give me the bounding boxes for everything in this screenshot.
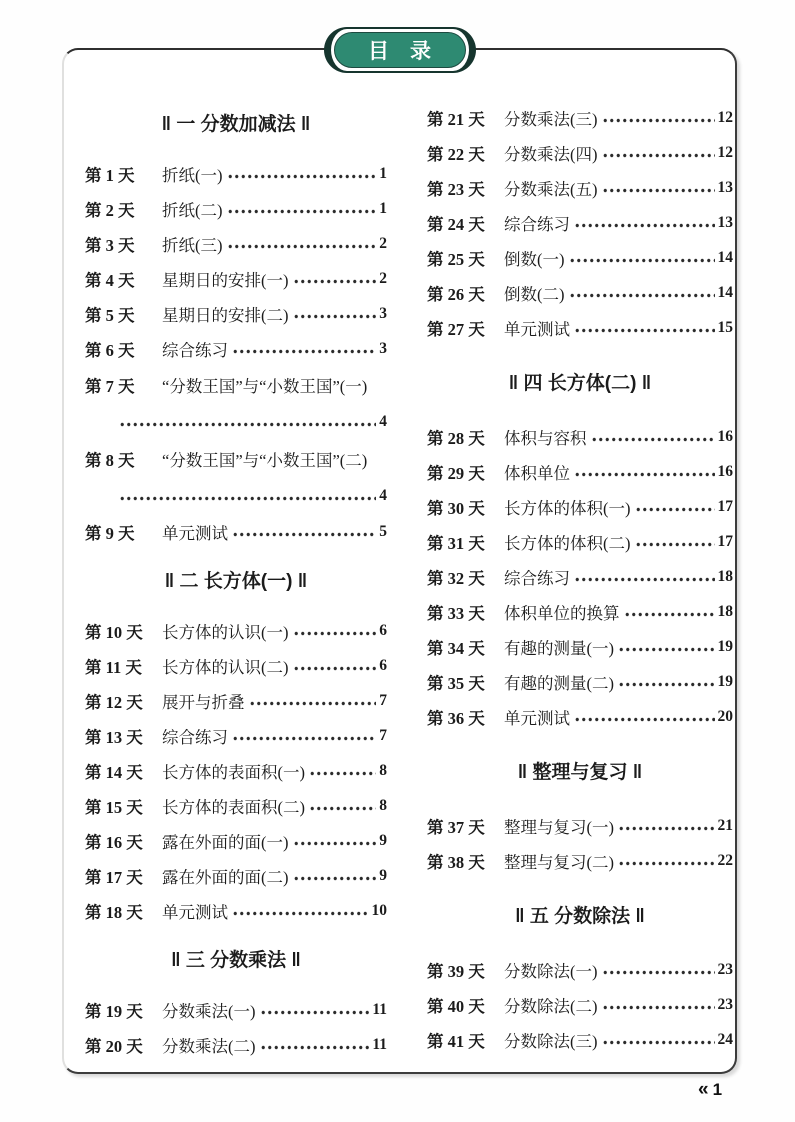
dot-leader [293, 296, 377, 331]
entry-page-number: 15 [717, 318, 733, 336]
entry-day-label: 第 38 天 [427, 852, 485, 872]
entry-page-number: 5 [379, 522, 387, 540]
dot-leader [293, 823, 377, 858]
toc-badge-label: 目 录 [334, 32, 466, 68]
entry-day-label: 第 27 天 [427, 319, 485, 339]
entry-page-number: 13 [717, 213, 733, 231]
entry-title: 分数乘法(一) [162, 1001, 256, 1021]
dot-leader [618, 664, 715, 699]
toc-entry [427, 629, 733, 664]
entry-page-number: 21 [717, 816, 733, 834]
toc-entry [427, 489, 733, 524]
dot-leader [574, 454, 715, 489]
toc-column-left [85, 50, 387, 1062]
toc-entry [85, 1027, 387, 1062]
entry-title: 露在外面的面(一) [162, 832, 289, 852]
entry-title: 星期日的安排(二) [162, 305, 289, 325]
toc-entry [85, 788, 387, 823]
entry-page-number: 23 [717, 960, 733, 978]
dot-leader [618, 629, 715, 664]
entry-day-label: 第 41 天 [427, 1031, 485, 1051]
entry-day-label: 第 8 天 [85, 450, 135, 470]
entry-page-number: 6 [379, 656, 387, 674]
dot-leader [260, 1027, 370, 1062]
entry-title: 体积单位的换算 [504, 603, 620, 623]
entry-title: 分数除法(一) [504, 961, 598, 981]
page-number-mark: « [698, 1078, 709, 1100]
entry-title: 分数乘法(五) [504, 179, 598, 199]
dot-leader [602, 1022, 715, 1057]
entry-title: 有趣的测量(二) [504, 673, 614, 693]
dot-leader [232, 331, 376, 366]
toc-entry [85, 296, 387, 331]
entry-page-number: 9 [379, 866, 387, 884]
dot-leader [569, 275, 715, 310]
dot-leader [293, 648, 377, 683]
entry-day-label: 第 35 天 [427, 673, 485, 693]
toc-entry [85, 683, 387, 718]
entry-page-number: 18 [717, 567, 733, 585]
toc-entry [85, 858, 387, 893]
entry-page-number: 7 [379, 726, 387, 744]
toc-entry [427, 419, 733, 454]
entry-page-number: 1 [379, 164, 387, 182]
dot-leader [227, 226, 377, 261]
dot-leader [624, 594, 715, 629]
entry-title: 综合练习 [162, 340, 228, 360]
entry-title: 长方体的表面积(二) [162, 797, 305, 817]
toc-entry [427, 808, 733, 843]
entry-title: 长方体的表面积(一) [162, 762, 305, 782]
entry-page-number: 9 [379, 831, 387, 849]
entry-page-number: 14 [717, 283, 733, 301]
entry-first-line [85, 440, 387, 477]
entry-page-number: 3 [379, 304, 387, 322]
entry-title: 有趣的测量(一) [504, 638, 614, 658]
dot-leader [309, 753, 376, 788]
entry-day-label: 第 29 天 [427, 463, 485, 483]
entry-title: 单元测试 [162, 523, 228, 543]
dot-leader [574, 310, 715, 345]
dot-leader [618, 843, 715, 878]
entry-title: 单元测试 [504, 708, 570, 728]
entry-continuation-line [115, 477, 387, 514]
entry-day-label: 第 24 天 [427, 214, 485, 234]
toc-entry [85, 331, 387, 366]
dot-leader [227, 191, 377, 226]
toc-entry [427, 664, 733, 699]
entry-day-label: 第 15 天 [85, 797, 143, 817]
dot-leader [119, 477, 376, 514]
entry-title: “分数王国”与“小数王国”(二) [162, 450, 368, 470]
entry-page-number: 6 [379, 621, 387, 639]
toc-entry [427, 843, 733, 878]
entry-day-label: 第 28 天 [427, 428, 485, 448]
entry-title: 分数除法(三) [504, 1031, 598, 1051]
toc-entry [427, 170, 733, 205]
entry-continuation-line [115, 403, 387, 440]
toc-entry [427, 559, 733, 594]
section-header: ‖ 二 长方体(一) ‖ [164, 571, 308, 592]
toc-entry [427, 135, 733, 170]
entry-day-label: 第 9 天 [85, 523, 135, 543]
section-header: ‖ 五 分数除法 ‖ [515, 906, 645, 927]
entry-title: 分数乘法(二) [162, 1036, 256, 1056]
dot-leader [293, 858, 377, 893]
section-header: ‖ 一 分数加减法 ‖ [161, 114, 311, 135]
toc-entry [85, 191, 387, 226]
entry-day-label: 第 1 天 [85, 165, 135, 185]
entry-day-label: 第 23 天 [427, 179, 485, 199]
toc-entry [85, 366, 387, 440]
entry-page-number: 22 [717, 851, 733, 869]
entry-day-label: 第 5 天 [85, 305, 135, 325]
entry-page-number: 17 [717, 497, 733, 515]
page-number-footer [698, 1076, 722, 1102]
toc-entry [85, 514, 387, 549]
entry-day-label: 第 4 天 [85, 270, 135, 290]
toc-entry [427, 1022, 733, 1057]
entry-day-label: 第 6 天 [85, 340, 135, 360]
entry-title: “分数王国”与“小数王国”(一) [162, 376, 368, 396]
section-header: ‖ 三 分数乘法 ‖ [171, 950, 301, 971]
entry-first-line [85, 366, 387, 403]
dot-leader [293, 613, 377, 648]
entry-title: 折纸(二) [162, 200, 223, 220]
entry-page-number: 7 [379, 691, 387, 709]
entry-page-number: 19 [717, 672, 733, 690]
entry-title: 体积与容积 [504, 428, 587, 448]
entry-day-label: 第 7 天 [85, 376, 135, 396]
toc-entry [85, 261, 387, 296]
entry-day-label: 第 11 天 [85, 657, 142, 677]
toc-entry [85, 613, 387, 648]
entry-page-number: 19 [717, 637, 733, 655]
toc-entry [85, 753, 387, 788]
entry-page-number: 14 [717, 248, 733, 266]
entry-title: 单元测试 [162, 902, 228, 922]
entry-day-label: 第 14 天 [85, 762, 143, 782]
entry-title: 综合练习 [504, 568, 570, 588]
entry-day-label: 第 3 天 [85, 235, 135, 255]
entry-title: 展开与折叠 [162, 692, 245, 712]
entry-day-label: 第 32 天 [427, 568, 485, 588]
entry-day-label: 第 10 天 [85, 622, 143, 642]
entry-page-number: 12 [717, 108, 733, 126]
toc-entry [85, 718, 387, 753]
entry-page-number: 10 [371, 901, 387, 919]
entry-title: 星期日的安排(一) [162, 270, 289, 290]
toc-entry [85, 992, 387, 1027]
entry-day-label: 第 34 天 [427, 638, 485, 658]
entry-title: 长方体的体积(一) [504, 498, 631, 518]
entry-page-number: 18 [717, 602, 733, 620]
entry-page-number: 24 [717, 1030, 733, 1048]
entry-page-number: 8 [379, 796, 387, 814]
entry-day-label: 第 19 天 [85, 1001, 143, 1021]
toc-entry [427, 310, 733, 345]
dot-leader [574, 205, 715, 240]
entry-page-number: 13 [717, 178, 733, 196]
entry-title: 倒数(一) [504, 249, 565, 269]
dot-leader [602, 952, 715, 987]
toc-entry [427, 699, 733, 734]
entry-page-number: 1 [379, 199, 387, 217]
entry-day-label: 第 30 天 [427, 498, 485, 518]
toc-entry [85, 440, 387, 514]
entry-title: 长方体的认识(二) [162, 657, 289, 677]
entry-title: 体积单位 [504, 463, 570, 483]
entry-day-label: 第 20 天 [85, 1036, 143, 1056]
entry-page-number: 2 [379, 234, 387, 252]
entry-page-number: 11 [372, 1035, 387, 1053]
toc-entry [427, 205, 733, 240]
entry-page-number: 8 [379, 761, 387, 779]
dot-leader [602, 170, 715, 205]
toc-entry [427, 987, 733, 1022]
entry-page-number: 12 [717, 143, 733, 161]
page-number-value: 1 [712, 1079, 723, 1099]
entry-day-label: 第 2 天 [85, 200, 135, 220]
dot-leader [574, 699, 715, 734]
toc-entry [85, 648, 387, 683]
toc-entry [427, 952, 733, 987]
dot-leader [227, 156, 377, 191]
toc-entry [85, 156, 387, 191]
entry-page-number: 2 [379, 269, 387, 287]
dot-leader [602, 100, 715, 135]
entry-day-label: 第 37 天 [427, 817, 485, 837]
dot-leader [293, 261, 377, 296]
entry-day-label: 第 31 天 [427, 533, 485, 553]
entry-title: 长方体的认识(一) [162, 622, 289, 642]
entry-page-number: 4 [379, 412, 387, 430]
entry-title: 单元测试 [504, 319, 570, 339]
entry-title: 折纸(一) [162, 165, 223, 185]
dot-leader [260, 992, 370, 1027]
entry-title: 综合练习 [504, 214, 570, 234]
dot-leader [591, 419, 715, 454]
entry-title: 折纸(三) [162, 235, 223, 255]
entry-day-label: 第 22 天 [427, 144, 485, 164]
toc-entry [427, 240, 733, 275]
entry-page-number: 4 [379, 486, 387, 504]
section-header: ‖ 四 长方体(二) ‖ [508, 373, 652, 394]
page-border [62, 40, 737, 1074]
dot-leader [309, 788, 376, 823]
dot-leader [232, 514, 376, 549]
dot-leader [232, 893, 369, 928]
entry-title: 倒数(二) [504, 284, 565, 304]
toc-entry [427, 454, 733, 489]
toc-entry [427, 594, 733, 629]
entry-day-label: 第 39 天 [427, 961, 485, 981]
entry-day-label: 第 36 天 [427, 708, 485, 728]
entry-title: 露在外面的面(二) [162, 867, 289, 887]
entry-page-number: 3 [379, 339, 387, 357]
entry-day-label: 第 21 天 [427, 109, 485, 129]
toc-column-right [427, 50, 733, 1057]
entry-day-label: 第 25 天 [427, 249, 485, 269]
entry-page-number: 23 [717, 995, 733, 1013]
entry-page-number: 11 [372, 1000, 387, 1018]
entry-page-number: 16 [717, 462, 733, 480]
dot-leader [249, 683, 377, 718]
dot-leader [602, 987, 715, 1022]
dot-leader [618, 808, 715, 843]
dot-leader [232, 718, 376, 753]
entry-title: 分数乘法(三) [504, 109, 598, 129]
entry-day-label: 第 12 天 [85, 692, 143, 712]
toc-entry [85, 823, 387, 858]
toc-entry [427, 100, 733, 135]
entry-page-number: 20 [717, 707, 733, 725]
entry-day-label: 第 40 天 [427, 996, 485, 1016]
entry-title: 长方体的体积(二) [504, 533, 631, 553]
entry-title: 整理与复习(二) [504, 852, 614, 872]
entry-title: 分数除法(二) [504, 996, 598, 1016]
entry-day-label: 第 18 天 [85, 902, 143, 922]
dot-leader [635, 489, 715, 524]
toc-entry [427, 524, 733, 559]
dot-leader [602, 135, 715, 170]
entry-title: 整理与复习(一) [504, 817, 614, 837]
entry-day-label: 第 16 天 [85, 832, 143, 852]
entry-day-label: 第 13 天 [85, 727, 143, 747]
toc-entry [427, 275, 733, 310]
entry-title: 综合练习 [162, 727, 228, 747]
dot-leader [119, 403, 376, 440]
dot-leader [569, 240, 715, 275]
dot-leader [574, 559, 715, 594]
section-header: ‖ 整理与复习 ‖ [517, 762, 643, 783]
entry-page-number: 17 [717, 532, 733, 550]
dot-leader [635, 524, 715, 559]
entry-title: 分数乘法(四) [504, 144, 598, 164]
toc-entry [85, 893, 387, 928]
entry-day-label: 第 26 天 [427, 284, 485, 304]
entry-day-label: 第 33 天 [427, 603, 485, 623]
toc-entry [85, 226, 387, 261]
entry-page-number: 16 [717, 427, 733, 445]
entry-day-label: 第 17 天 [85, 867, 143, 887]
